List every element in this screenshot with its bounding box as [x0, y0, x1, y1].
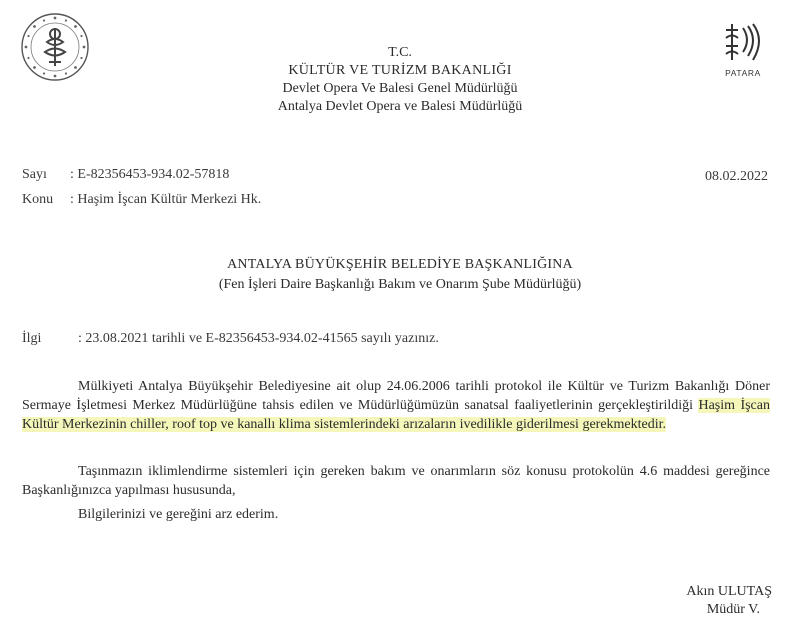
recipient-title: ANTALYA BÜYÜKŞEHİR BELEDİYE BAŞKANLIĞINA	[227, 257, 573, 272]
body-paragraph-3: Bilgilerinizi ve gereğini arz ederim.	[78, 507, 279, 522]
patara-label: PATARA	[725, 68, 761, 78]
document-date: 08.02.2022	[705, 169, 768, 184]
recipient-subtitle: (Fen İşleri Daire Başkanlığı Bakım ve Onarım Şube Müdürlüğü)	[218, 277, 582, 292]
sayi-value: : E-82356453-934.02-57818	[70, 167, 230, 182]
header-directorate-general: Devlet Opera Ve Balesi Genel Müdürlüğü	[282, 81, 518, 96]
signature-title: Müdür V.	[706, 602, 760, 617]
body-paragraph-1-text: Mülkiyeti Antalya Büyükşehir Belediyesine ait olup 24.06.2006 tarihli protokol ile Kültür ve Turizm Bakanlığı Döner Sermaye İşletmesi Merkez Müdürlüğüne tahsis edilen ve Müdürlüğümüzün sanatsal faaliyetlerinin gerçekleştirildiği	[22, 379, 770, 413]
header-directorate: Antalya Devlet Opera ve Balesi Müdürlüğü	[277, 99, 523, 114]
header-line-tc: T.C.	[388, 45, 412, 60]
body-paragraph-1	[22, 377, 770, 434]
header-ministry: KÜLTÜR VE TURİZM BAKANLIĞI	[288, 63, 512, 78]
sayi-label: Sayı	[22, 167, 47, 182]
konu-label: Konu	[22, 192, 54, 207]
ilgi-value: : 23.08.2021 tarihli ve E-82356453-934.02-41565 sayılı yazınız.	[78, 331, 439, 346]
ilgi-label: İlgi	[22, 331, 42, 346]
body-paragraph-2: Taşınmazın iklimlendirme sistemleri için gereken bakım ve onarımların söz konusu protokolün 4.6 maddesi gereğince Başkanlığınızca yapılması hususunda,	[22, 464, 770, 498]
highlighted-text: Haşim İşcan Kültür Merkezinin chiller, roof top ve kanallı klima sistemlerindeki arızaların ivedilikle giderilmesi gerekmektedir.	[22, 398, 770, 432]
konu-value: : Haşim İşcan Kültür Merkezi Hk.	[70, 192, 262, 207]
signature-name: Akın ULUTAŞ	[686, 584, 772, 599]
